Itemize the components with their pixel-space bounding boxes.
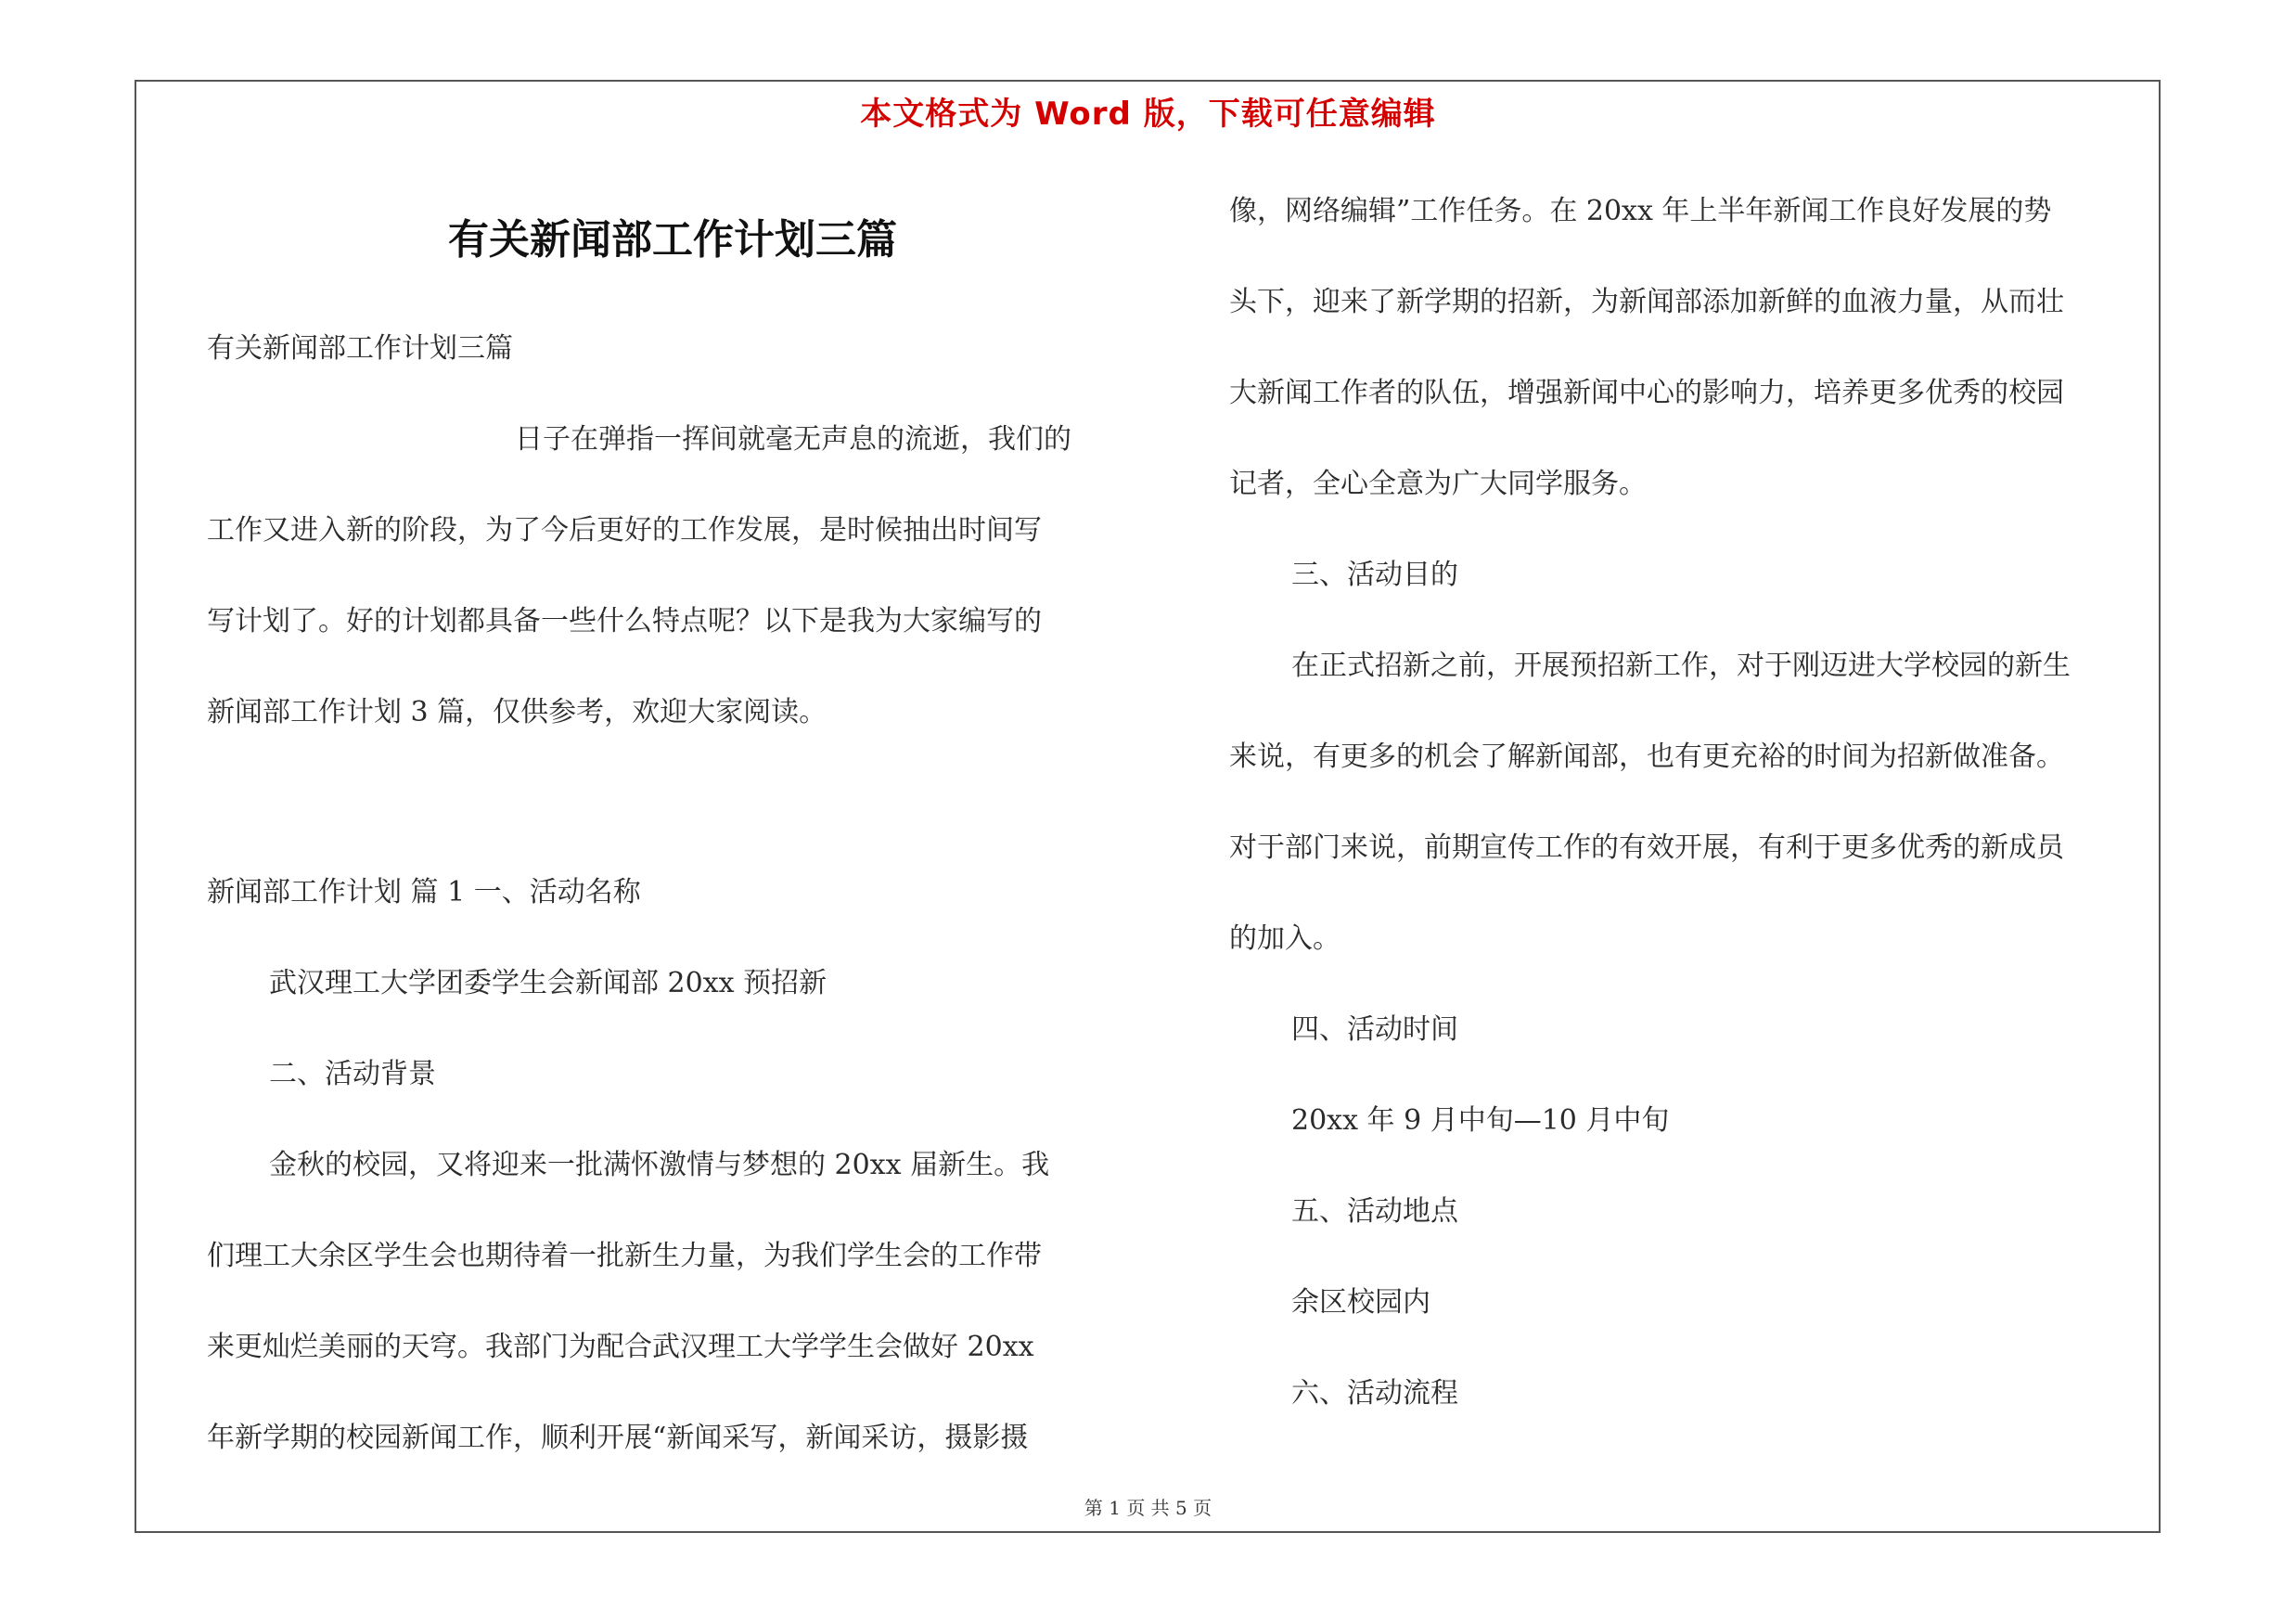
paragraph-line: 像，网络编辑”工作任务。在 20xx 年上半年新闻工作良好发展的势 xyxy=(1229,195,2052,227)
paragraph-line: 工作又进入新的阶段，为了今后更好的工作发展，是时候抽出时间写 xyxy=(207,514,1042,547)
paragraph-line: 对于部门来说，前期宣传工作的有效开展，有利于更多优秀的新成员 xyxy=(1229,831,2064,864)
format-banner: 本文格式为 Word 版，下载可任意编辑 xyxy=(860,96,1436,133)
section-heading: 四、活动时间 xyxy=(1291,1013,1458,1046)
section-heading: 二、活动背景 xyxy=(269,1058,436,1090)
paragraph-line: 武汉理工大学团委学生会新闻部 20xx 预招新 xyxy=(269,967,827,999)
paragraph-line: 余区校园内 xyxy=(1291,1286,1430,1319)
section-heading: 五、活动地点 xyxy=(1291,1195,1458,1228)
paragraph-line: 20xx 年 9 月中旬—10 月中旬 xyxy=(1291,1104,1670,1137)
paragraph-line: 们理工大余区学生会也期待着一批新生力量，为我们学生会的工作带 xyxy=(207,1240,1042,1272)
document-title: 有关新闻部工作计划三篇 xyxy=(448,216,897,264)
paragraph-line: 年新学期的校园新闻工作，顺利开展“新闻采写，新闻采访，摄影摄 xyxy=(207,1422,1029,1454)
paragraph-line: 写计划了。好的计划都具备一些什么特点呢？以下是我为大家编写的 xyxy=(207,605,1042,638)
paragraph-line: 日子在弹指一挥间就毫无声息的流逝，我们的 xyxy=(515,423,1071,456)
paragraph-line: 的加入。 xyxy=(1229,922,1340,955)
paragraph-line: 来更灿烂美丽的天穹。我部门为配合武汉理工大学学生会做好 20xx xyxy=(207,1331,1034,1363)
section-heading: 六、活动流程 xyxy=(1291,1377,1458,1410)
paragraph-line: 记者，全心全意为广大同学服务。 xyxy=(1229,468,1647,500)
paragraph-line: 大新闻工作者的队伍，增强新闻中心的影响力，培养更多优秀的校园 xyxy=(1229,377,2064,409)
paragraph-line: 头下，迎来了新学期的招新，为新闻部添加新鲜的血液力量，从而壮 xyxy=(1229,286,2064,318)
paragraph-line: 来说，有更多的机会了解新闻部，也有更充裕的时间为招新做准备。 xyxy=(1229,741,2064,773)
paragraph-line: 新闻部工作计划 3 篇，仅供参考，欢迎大家阅读。 xyxy=(207,696,827,728)
section-heading: 新闻部工作计划 篇 1 一、活动名称 xyxy=(207,876,641,908)
paragraph-line: 在正式招新之前，开展预招新工作，对于刚迈进大学校园的新生 xyxy=(1291,650,2071,682)
page-number: 第 1 页 共 5 页 xyxy=(1084,1497,1212,1519)
section-heading: 三、活动目的 xyxy=(1291,559,1458,591)
paragraph-line: 有关新闻部工作计划三篇 xyxy=(207,332,513,365)
paragraph-line: 金秋的校园，又将迎来一批满怀激情与梦想的 20xx 届新生。我 xyxy=(269,1149,1050,1181)
